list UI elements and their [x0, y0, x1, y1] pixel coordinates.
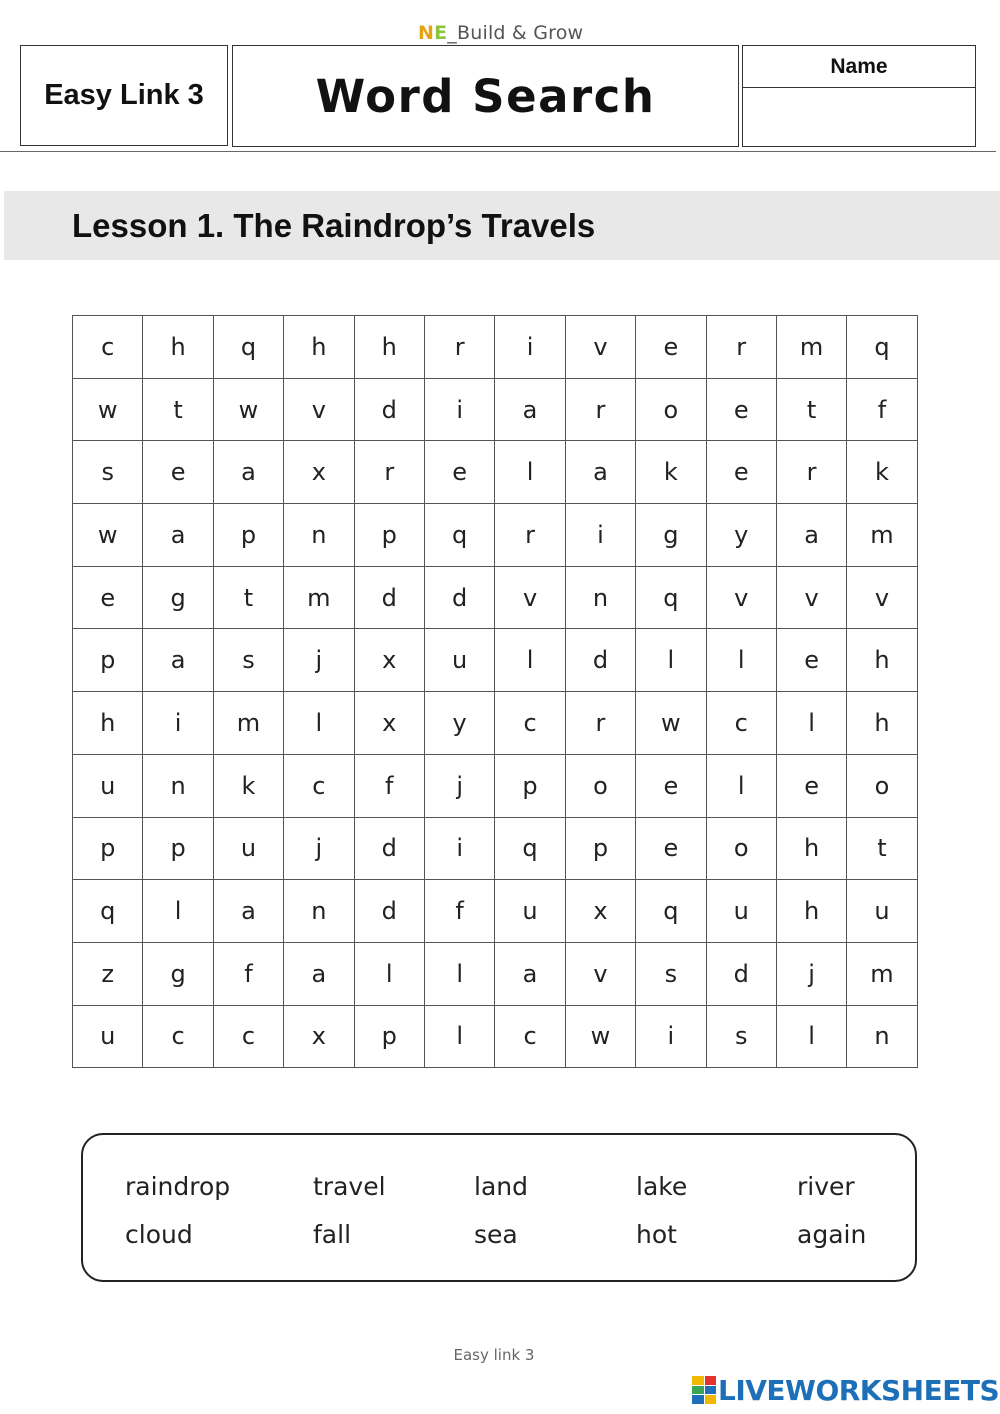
name-box [742, 45, 976, 147]
grid-cell[interactable]: o [847, 754, 917, 817]
grid-cell[interactable]: i [636, 1005, 706, 1068]
grid-row [73, 378, 918, 441]
grid-cell[interactable]: u [706, 880, 776, 943]
grid-cell[interactable]: r [706, 316, 776, 379]
grid-cell[interactable]: w [565, 1005, 635, 1068]
grid-cell[interactable]: u [73, 754, 143, 817]
grid-cell[interactable]: r [424, 316, 494, 379]
grid-cell[interactable]: u [847, 880, 917, 943]
grid-cell[interactable]: p [143, 817, 213, 880]
grid-cell[interactable]: t [776, 378, 846, 441]
grid-cell[interactable]: i [424, 817, 494, 880]
grid-cell[interactable]: u [213, 817, 283, 880]
grid-cell[interactable]: f [213, 942, 283, 1005]
grid-cell[interactable]: p [354, 504, 424, 567]
grid-cell[interactable]: l [424, 942, 494, 1005]
grid-cell[interactable]: s [213, 629, 283, 692]
grid-cell[interactable]: m [847, 942, 917, 1005]
grid-cell[interactable]: y [706, 504, 776, 567]
grid-cell[interactable]: m [776, 316, 846, 379]
grid-cell[interactable]: c [143, 1005, 213, 1068]
brand-logo [418, 22, 583, 44]
grid-cell[interactable]: t [143, 378, 213, 441]
grid-cell[interactable]: j [424, 754, 494, 817]
grid-cell[interactable]: a [213, 880, 283, 943]
grid-cell[interactable]: e [636, 754, 706, 817]
grid-cell[interactable]: u [424, 629, 494, 692]
grid-cell[interactable]: k [636, 441, 706, 504]
word-search-grid [72, 315, 918, 1068]
grid-cell[interactable]: e [776, 754, 846, 817]
liveworksheets-logo-icon [692, 1376, 716, 1404]
grid-cell[interactable]: q [636, 880, 706, 943]
brand-tagline: Build & Grow [457, 22, 584, 44]
grid-row [73, 566, 918, 629]
grid-cell[interactable]: l [284, 692, 354, 755]
grid-cell[interactable]: r [565, 378, 635, 441]
grid-cell[interactable]: h [776, 880, 846, 943]
grid-cell[interactable]: q [73, 880, 143, 943]
grid-cell[interactable]: v [706, 566, 776, 629]
grid-cell[interactable]: v [284, 378, 354, 441]
grid-cell[interactable]: c [213, 1005, 283, 1068]
word-list-box [81, 1133, 917, 1282]
grid-row [73, 504, 918, 567]
liveworksheets-watermark [692, 1372, 999, 1408]
word-list-item: fall [313, 1220, 352, 1249]
grid-cell[interactable]: g [143, 942, 213, 1005]
word-list-item: sea [474, 1220, 518, 1249]
word-list-item: again [797, 1220, 867, 1249]
grid-cell[interactable]: p [495, 754, 565, 817]
grid-cell[interactable]: v [847, 566, 917, 629]
grid-cell[interactable]: l [776, 692, 846, 755]
grid-cell[interactable]: n [565, 566, 635, 629]
grid-cell[interactable]: w [636, 692, 706, 755]
grid-cell[interactable]: p [354, 1005, 424, 1068]
grid-cell[interactable]: c [73, 316, 143, 379]
name-label: Name [743, 46, 975, 88]
grid-cell[interactable]: i [143, 692, 213, 755]
grid-cell[interactable]: h [847, 692, 917, 755]
grid-cell[interactable]: e [73, 566, 143, 629]
grid-cell[interactable]: i [565, 504, 635, 567]
grid-cell[interactable]: s [706, 1005, 776, 1068]
grid-cell[interactable]: s [73, 441, 143, 504]
grid-cell[interactable]: e [706, 378, 776, 441]
grid-cell[interactable]: p [213, 504, 283, 567]
grid-cell[interactable]: e [706, 441, 776, 504]
grid-cell[interactable]: p [73, 817, 143, 880]
grid-cell[interactable]: l [636, 629, 706, 692]
worksheet-title: Word Search [232, 45, 739, 147]
level-label: Easy Link 3 [20, 45, 228, 146]
grid-cell[interactable]: q [495, 817, 565, 880]
grid-cell[interactable]: o [565, 754, 635, 817]
grid-cell[interactable]: a [143, 629, 213, 692]
grid-cell[interactable]: h [776, 817, 846, 880]
grid-cell[interactable]: w [213, 378, 283, 441]
grid-cell[interactable]: n [847, 1005, 917, 1068]
footer-text: Easy link 3 [453, 1346, 535, 1364]
grid-cell[interactable]: t [847, 817, 917, 880]
grid-cell[interactable]: a [495, 378, 565, 441]
grid-cell[interactable]: l [706, 754, 776, 817]
grid-cell[interactable]: d [354, 378, 424, 441]
grid-cell[interactable]: k [847, 441, 917, 504]
header-divider [0, 151, 996, 152]
brand-logo-dash: _ [447, 22, 457, 44]
brand-logo-e: E [434, 22, 448, 44]
grid-cell[interactable]: x [565, 880, 635, 943]
grid-row [73, 441, 918, 504]
word-list-item: river [797, 1172, 855, 1201]
grid-cell[interactable]: p [565, 817, 635, 880]
grid-cell[interactable]: d [424, 566, 494, 629]
grid-cell[interactable]: d [565, 629, 635, 692]
grid-row [73, 1005, 918, 1068]
grid-cell[interactable]: l [495, 441, 565, 504]
grid-cell[interactable]: l [776, 1005, 846, 1068]
grid-cell[interactable]: n [284, 504, 354, 567]
grid-cell[interactable]: e [636, 316, 706, 379]
grid-row [73, 880, 918, 943]
name-field[interactable] [743, 88, 975, 145]
grid-cell[interactable]: v [776, 566, 846, 629]
grid-cell[interactable]: f [847, 378, 917, 441]
grid-cell[interactable]: s [636, 942, 706, 1005]
word-list-item: hot [636, 1220, 677, 1249]
grid-cell[interactable]: o [636, 378, 706, 441]
grid-cell[interactable]: h [73, 692, 143, 755]
grid-cell[interactable]: q [636, 566, 706, 629]
grid-row [73, 316, 918, 379]
grid-cell[interactable]: l [143, 880, 213, 943]
grid-row [73, 754, 918, 817]
grid-cell[interactable]: h [354, 316, 424, 379]
grid-cell[interactable]: n [284, 880, 354, 943]
grid-row [73, 692, 918, 755]
grid-cell[interactable]: w [73, 378, 143, 441]
grid-cell[interactable]: m [284, 566, 354, 629]
grid-cell[interactable]: x [284, 1005, 354, 1068]
grid-cell[interactable]: v [565, 942, 635, 1005]
grid-cell[interactable]: m [213, 692, 283, 755]
grid-cell[interactable]: g [636, 504, 706, 567]
grid-cell[interactable]: j [284, 629, 354, 692]
grid-row [73, 817, 918, 880]
grid-row [73, 942, 918, 1005]
word-list-item: land [474, 1172, 528, 1201]
word-list-item: lake [636, 1172, 688, 1201]
grid-cell[interactable]: v [565, 316, 635, 379]
lesson-title: Lesson 1. The Raindrop’s Travels [4, 191, 1000, 260]
grid-cell[interactable]: c [284, 754, 354, 817]
grid-cell[interactable]: i [495, 316, 565, 379]
grid-cell[interactable]: l [706, 629, 776, 692]
grid-cell[interactable]: l [424, 1005, 494, 1068]
grid-cell[interactable]: a [143, 504, 213, 567]
grid-cell[interactable]: a [284, 942, 354, 1005]
grid-cell[interactable]: y [424, 692, 494, 755]
grid-cell[interactable]: l [354, 942, 424, 1005]
grid-cell[interactable]: r [776, 441, 846, 504]
grid-cell[interactable]: d [354, 880, 424, 943]
grid-cell[interactable]: h [284, 316, 354, 379]
grid-cell[interactable]: m [847, 504, 917, 567]
grid-row [73, 629, 918, 692]
grid-cell[interactable]: q [213, 316, 283, 379]
grid-cell[interactable]: r [495, 504, 565, 567]
grid-cell[interactable]: q [424, 504, 494, 567]
grid-cell[interactable]: c [495, 1005, 565, 1068]
grid-cell[interactable]: x [354, 629, 424, 692]
grid-cell[interactable]: a [565, 441, 635, 504]
grid-cell[interactable]: a [776, 504, 846, 567]
word-list-item: raindrop [125, 1172, 231, 1201]
grid-cell[interactable]: p [73, 629, 143, 692]
grid-cell[interactable]: d [706, 942, 776, 1005]
liveworksheets-text: LIVEWORKSHEETS [718, 1373, 1000, 1407]
grid-cell[interactable]: f [424, 880, 494, 943]
grid-cell[interactable]: q [847, 316, 917, 379]
grid-cell[interactable]: z [73, 942, 143, 1005]
grid-cell[interactable]: a [213, 441, 283, 504]
grid-cell[interactable]: t [213, 566, 283, 629]
grid-cell[interactable]: e [143, 441, 213, 504]
grid-cell[interactable]: x [284, 441, 354, 504]
grid-cell[interactable]: d [354, 817, 424, 880]
grid-cell[interactable]: a [495, 942, 565, 1005]
grid-cell[interactable]: o [706, 817, 776, 880]
grid-cell[interactable]: k [213, 754, 283, 817]
grid-cell[interactable]: r [565, 692, 635, 755]
grid-cell[interactable]: e [776, 629, 846, 692]
grid-cell[interactable]: l [495, 629, 565, 692]
grid-cell[interactable]: r [354, 441, 424, 504]
grid-cell[interactable]: j [284, 817, 354, 880]
grid-cell[interactable]: c [706, 692, 776, 755]
grid-cell[interactable]: f [354, 754, 424, 817]
grid-cell[interactable]: h [143, 316, 213, 379]
grid-cell[interactable]: g [143, 566, 213, 629]
grid-cell[interactable]: h [847, 629, 917, 692]
grid-cell[interactable]: u [495, 880, 565, 943]
grid-cell[interactable]: j [776, 942, 846, 1005]
grid-cell[interactable]: c [495, 692, 565, 755]
grid-cell[interactable]: v [495, 566, 565, 629]
grid-cell[interactable]: i [424, 378, 494, 441]
grid-cell[interactable]: d [354, 566, 424, 629]
grid-cell[interactable]: e [424, 441, 494, 504]
grid-cell[interactable]: u [73, 1005, 143, 1068]
grid-cell[interactable]: n [143, 754, 213, 817]
grid-cell[interactable]: w [73, 504, 143, 567]
word-list-item: cloud [125, 1220, 193, 1249]
word-list-item: travel [313, 1172, 386, 1201]
grid-cell[interactable]: x [354, 692, 424, 755]
grid-cell[interactable]: e [636, 817, 706, 880]
brand-logo-n: N [418, 22, 435, 44]
